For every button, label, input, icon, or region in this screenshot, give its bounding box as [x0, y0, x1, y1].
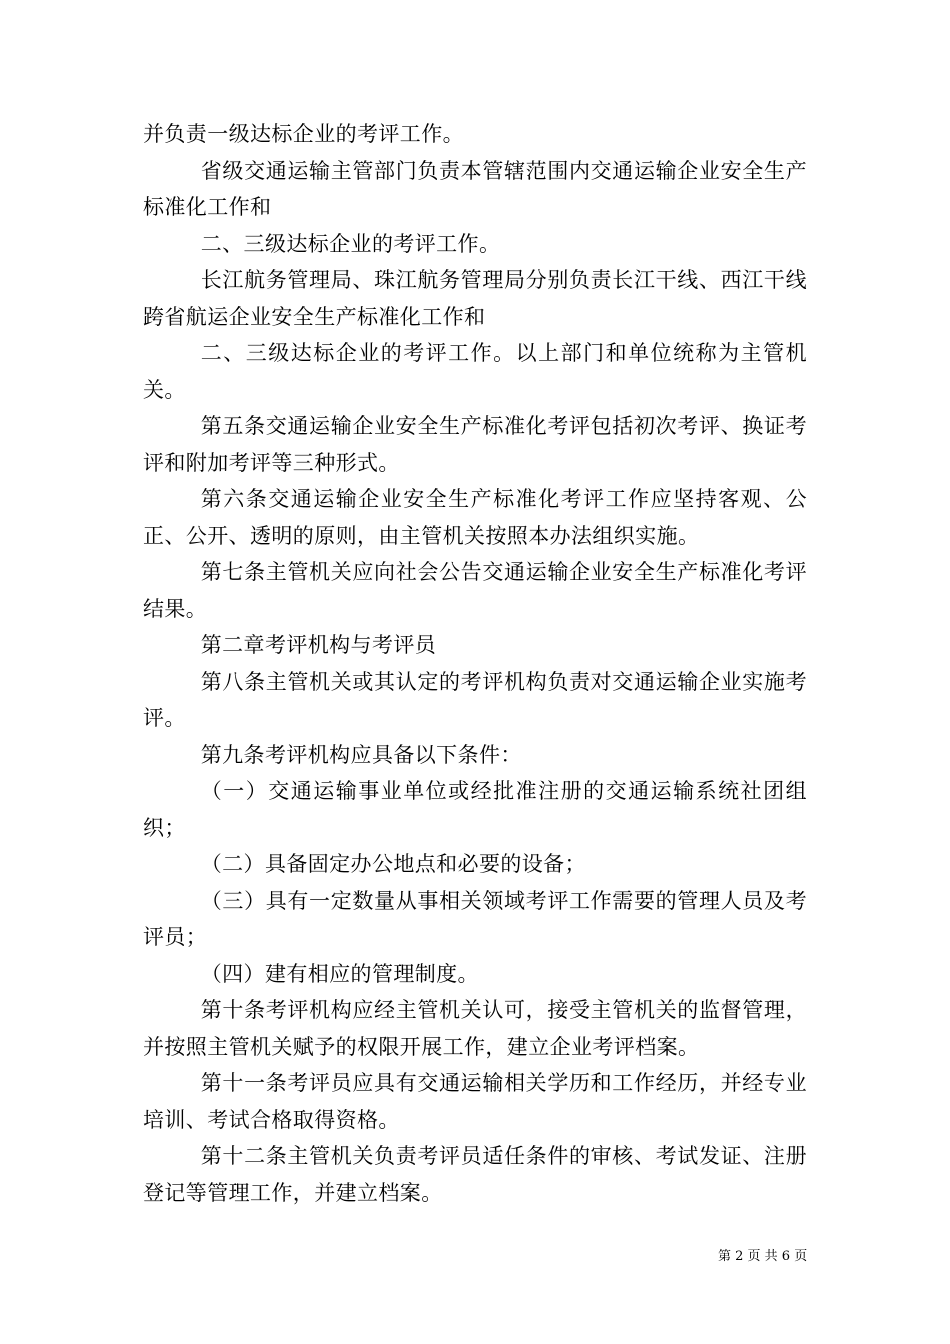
- document-body: [143, 116, 807, 1211]
- paragraph-article-5: 第五条交通运输企业安全生产标准化考评包括初次考评、换证考评和附加考评等三种形式。: [143, 414, 807, 475]
- paragraph-article-9: 第九条考评机构应具备以下条件：: [200, 742, 522, 767]
- paragraph-article-11: 第十一条考评员应具有交通运输相关学历和工作经历，并经专业培训、考试合格取得资格。: [143, 1071, 807, 1132]
- paragraph-article-12: 第十二条主管机关负责考评员适任条件的审核、考试发证、注册登记等管理工作，并建立档案。: [143, 1144, 807, 1205]
- paragraph-article-10: 第十条考评机构应经主管机关认可，接受主管机关的监督管理，并按照主管机关赋予的权限开展工作，建立企业考评档案。: [143, 998, 807, 1059]
- paragraph-article-6: 第六条交通运输企业安全生产标准化考评工作应坚持客观、公正、公开、透明的原则，由主管机关按照本办法组织实施。: [143, 487, 807, 548]
- paragraph-article-7: 第七条主管机关应向社会公告交通运输企业安全生产标准化考评结果。: [143, 560, 807, 621]
- chapter-heading: 第二章考评机构与考评员: [200, 633, 437, 657]
- list-item-4: （四）建有相应的管理制度。: [200, 961, 479, 986]
- page-number: 第 2 页 共 6 页: [718, 1249, 808, 1264]
- list-item-2: （二）具备固定办公地点和必要的设备；: [200, 852, 586, 876]
- paragraph-5: 二、三级达标企业的考评工作。以上部门和单位统称为主管机关。: [143, 341, 807, 402]
- paragraph-4: 长江航务管理局、珠江航务管理局分别负责长江干线、西江干线跨省航运企业安全生产标准化工作和: [143, 268, 807, 329]
- paragraph-3: 二、三级达标企业的考评工作。: [200, 231, 501, 256]
- paragraph-2: 省级交通运输主管部门负责本管辖范围内交通运输企业安全生产标准化工作和: [143, 158, 807, 219]
- list-item-1: （一）交通运输事业单位或经批准注册的交通运输系统社团组织；: [143, 779, 807, 840]
- paragraph-article-8: 第八条主管机关或其认定的考评机构负责对交通运输企业实施考评。: [143, 669, 807, 730]
- paragraph-1: 并负责一级达标企业的考评工作。: [143, 122, 464, 146]
- list-item-3: （三）具有一定数量从事相关领域考评工作需要的管理人员及考评员；: [143, 888, 807, 949]
